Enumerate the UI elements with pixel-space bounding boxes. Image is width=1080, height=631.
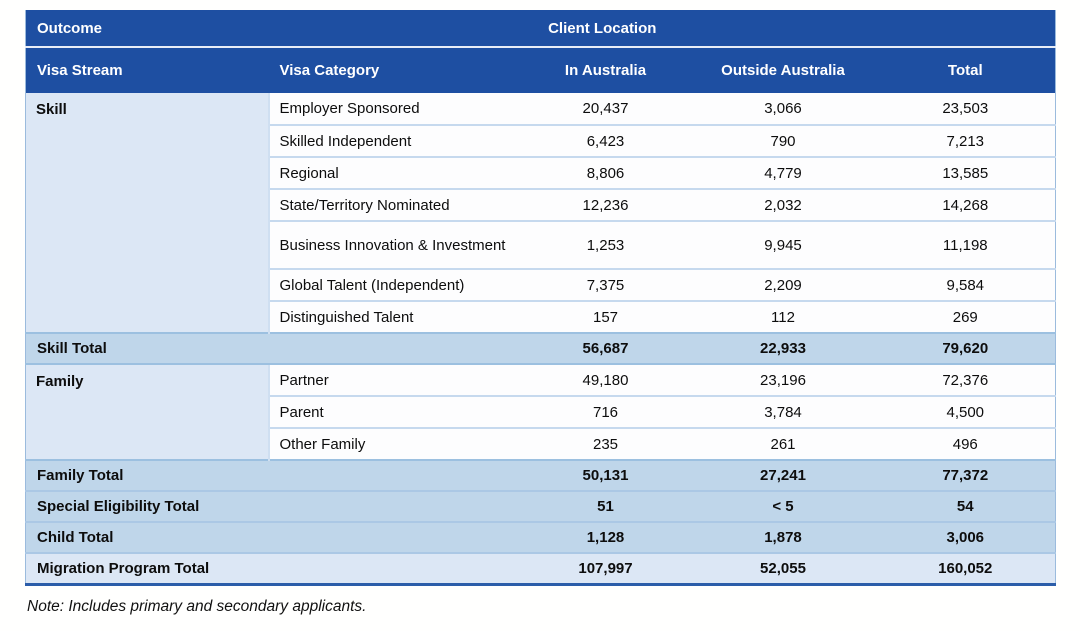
table-cell: 1,878: [691, 522, 876, 553]
table-cell: Skill Total: [26, 333, 521, 364]
table-row: [26, 364, 1056, 396]
total-row-special-eligibility: [26, 491, 1056, 522]
table-cell: Global Talent (Independent): [269, 269, 521, 301]
table-cell: 23,503: [876, 93, 1056, 125]
table-cell: Other Family: [269, 428, 521, 460]
table-cell: 52,055: [691, 553, 876, 585]
table-row: [26, 93, 1056, 125]
stream-cell-skill: Skill: [26, 93, 269, 333]
table-cell: 235: [521, 428, 691, 460]
table-cell: 790: [691, 125, 876, 157]
total-row-migration-program: [26, 553, 1056, 585]
table-cell: 49,180: [521, 364, 691, 396]
table-cell: 54: [876, 491, 1056, 522]
table-cell: 1,128: [521, 522, 691, 553]
table-cell: 50,131: [521, 460, 691, 491]
table-cell: Parent: [269, 396, 521, 428]
table-cell: Business Innovation & Investment: [269, 221, 521, 269]
header-client-location: Client Location: [269, 10, 1056, 47]
table-cell: 56,687: [521, 333, 691, 364]
header-outside-australia: Outside Australia: [691, 47, 876, 93]
table-cell: 269: [876, 301, 1056, 333]
table-cell: 107,997: [521, 553, 691, 585]
table-cell: 72,376: [876, 364, 1056, 396]
table-cell: 7,213: [876, 125, 1056, 157]
table-cell: 20,437: [521, 93, 691, 125]
table-cell: 22,933: [691, 333, 876, 364]
header-visa-category: Visa Category: [269, 47, 521, 93]
table-cell: 9,945: [691, 221, 876, 269]
table-cell: Partner: [269, 364, 521, 396]
table-cell: 9,584: [876, 269, 1056, 301]
table-cell: Distinguished Talent: [269, 301, 521, 333]
table-cell: 23,196: [691, 364, 876, 396]
table-cell: 51: [521, 491, 691, 522]
table-cell: 716: [521, 396, 691, 428]
table-cell: 12,236: [521, 189, 691, 221]
table-cell: 77,372: [876, 460, 1056, 491]
table-cell: State/Territory Nominated: [269, 189, 521, 221]
table-cell: 79,620: [876, 333, 1056, 364]
table-cell: 13,585: [876, 157, 1056, 189]
table-cell: 7,375: [521, 269, 691, 301]
table-cell: 112: [691, 301, 876, 333]
table-cell: 1,253: [521, 221, 691, 269]
table-cell: 2,032: [691, 189, 876, 221]
table-cell: < 5: [691, 491, 876, 522]
table-cell: 4,779: [691, 157, 876, 189]
table-cell: 4,500: [876, 396, 1056, 428]
table-cell: 3,066: [691, 93, 876, 125]
total-row-skill: [26, 333, 1056, 364]
table-cell: 496: [876, 428, 1056, 460]
table-cell: 2,209: [691, 269, 876, 301]
table-cell: 261: [691, 428, 876, 460]
header-total: Total: [876, 47, 1056, 93]
migration-outcome-table: [25, 10, 1056, 586]
total-row-family: [26, 460, 1056, 491]
table-cell: Child Total: [26, 522, 521, 553]
table-header-row-outcome: [26, 10, 1056, 47]
table-cell: 8,806: [521, 157, 691, 189]
table-cell: Regional: [269, 157, 521, 189]
table-cell: 3,006: [876, 522, 1056, 553]
table-cell: 14,268: [876, 189, 1056, 221]
total-row-child: [26, 522, 1056, 553]
table-cell: 11,198: [876, 221, 1056, 269]
table-cell: 157: [521, 301, 691, 333]
table-cell: 160,052: [876, 553, 1056, 585]
header-outcome: Outcome: [26, 10, 269, 47]
table-cell: Family Total: [26, 460, 521, 491]
table-cell: Migration Program Total: [26, 553, 521, 585]
header-visa-stream: Visa Stream: [26, 47, 269, 93]
header-in-australia: In Australia: [521, 47, 691, 93]
table-header-row-columns: [26, 47, 1056, 93]
table-footnote: Note: Includes primary and secondary applicants.: [27, 598, 367, 615]
table-cell: 6,423: [521, 125, 691, 157]
table-cell: 27,241: [691, 460, 876, 491]
table-cell: Employer Sponsored: [269, 93, 521, 125]
table-cell: Skilled Independent: [269, 125, 521, 157]
table-cell: Special Eligibility Total: [26, 491, 521, 522]
table-cell: 3,784: [691, 396, 876, 428]
stream-cell-family: Family: [26, 364, 269, 460]
